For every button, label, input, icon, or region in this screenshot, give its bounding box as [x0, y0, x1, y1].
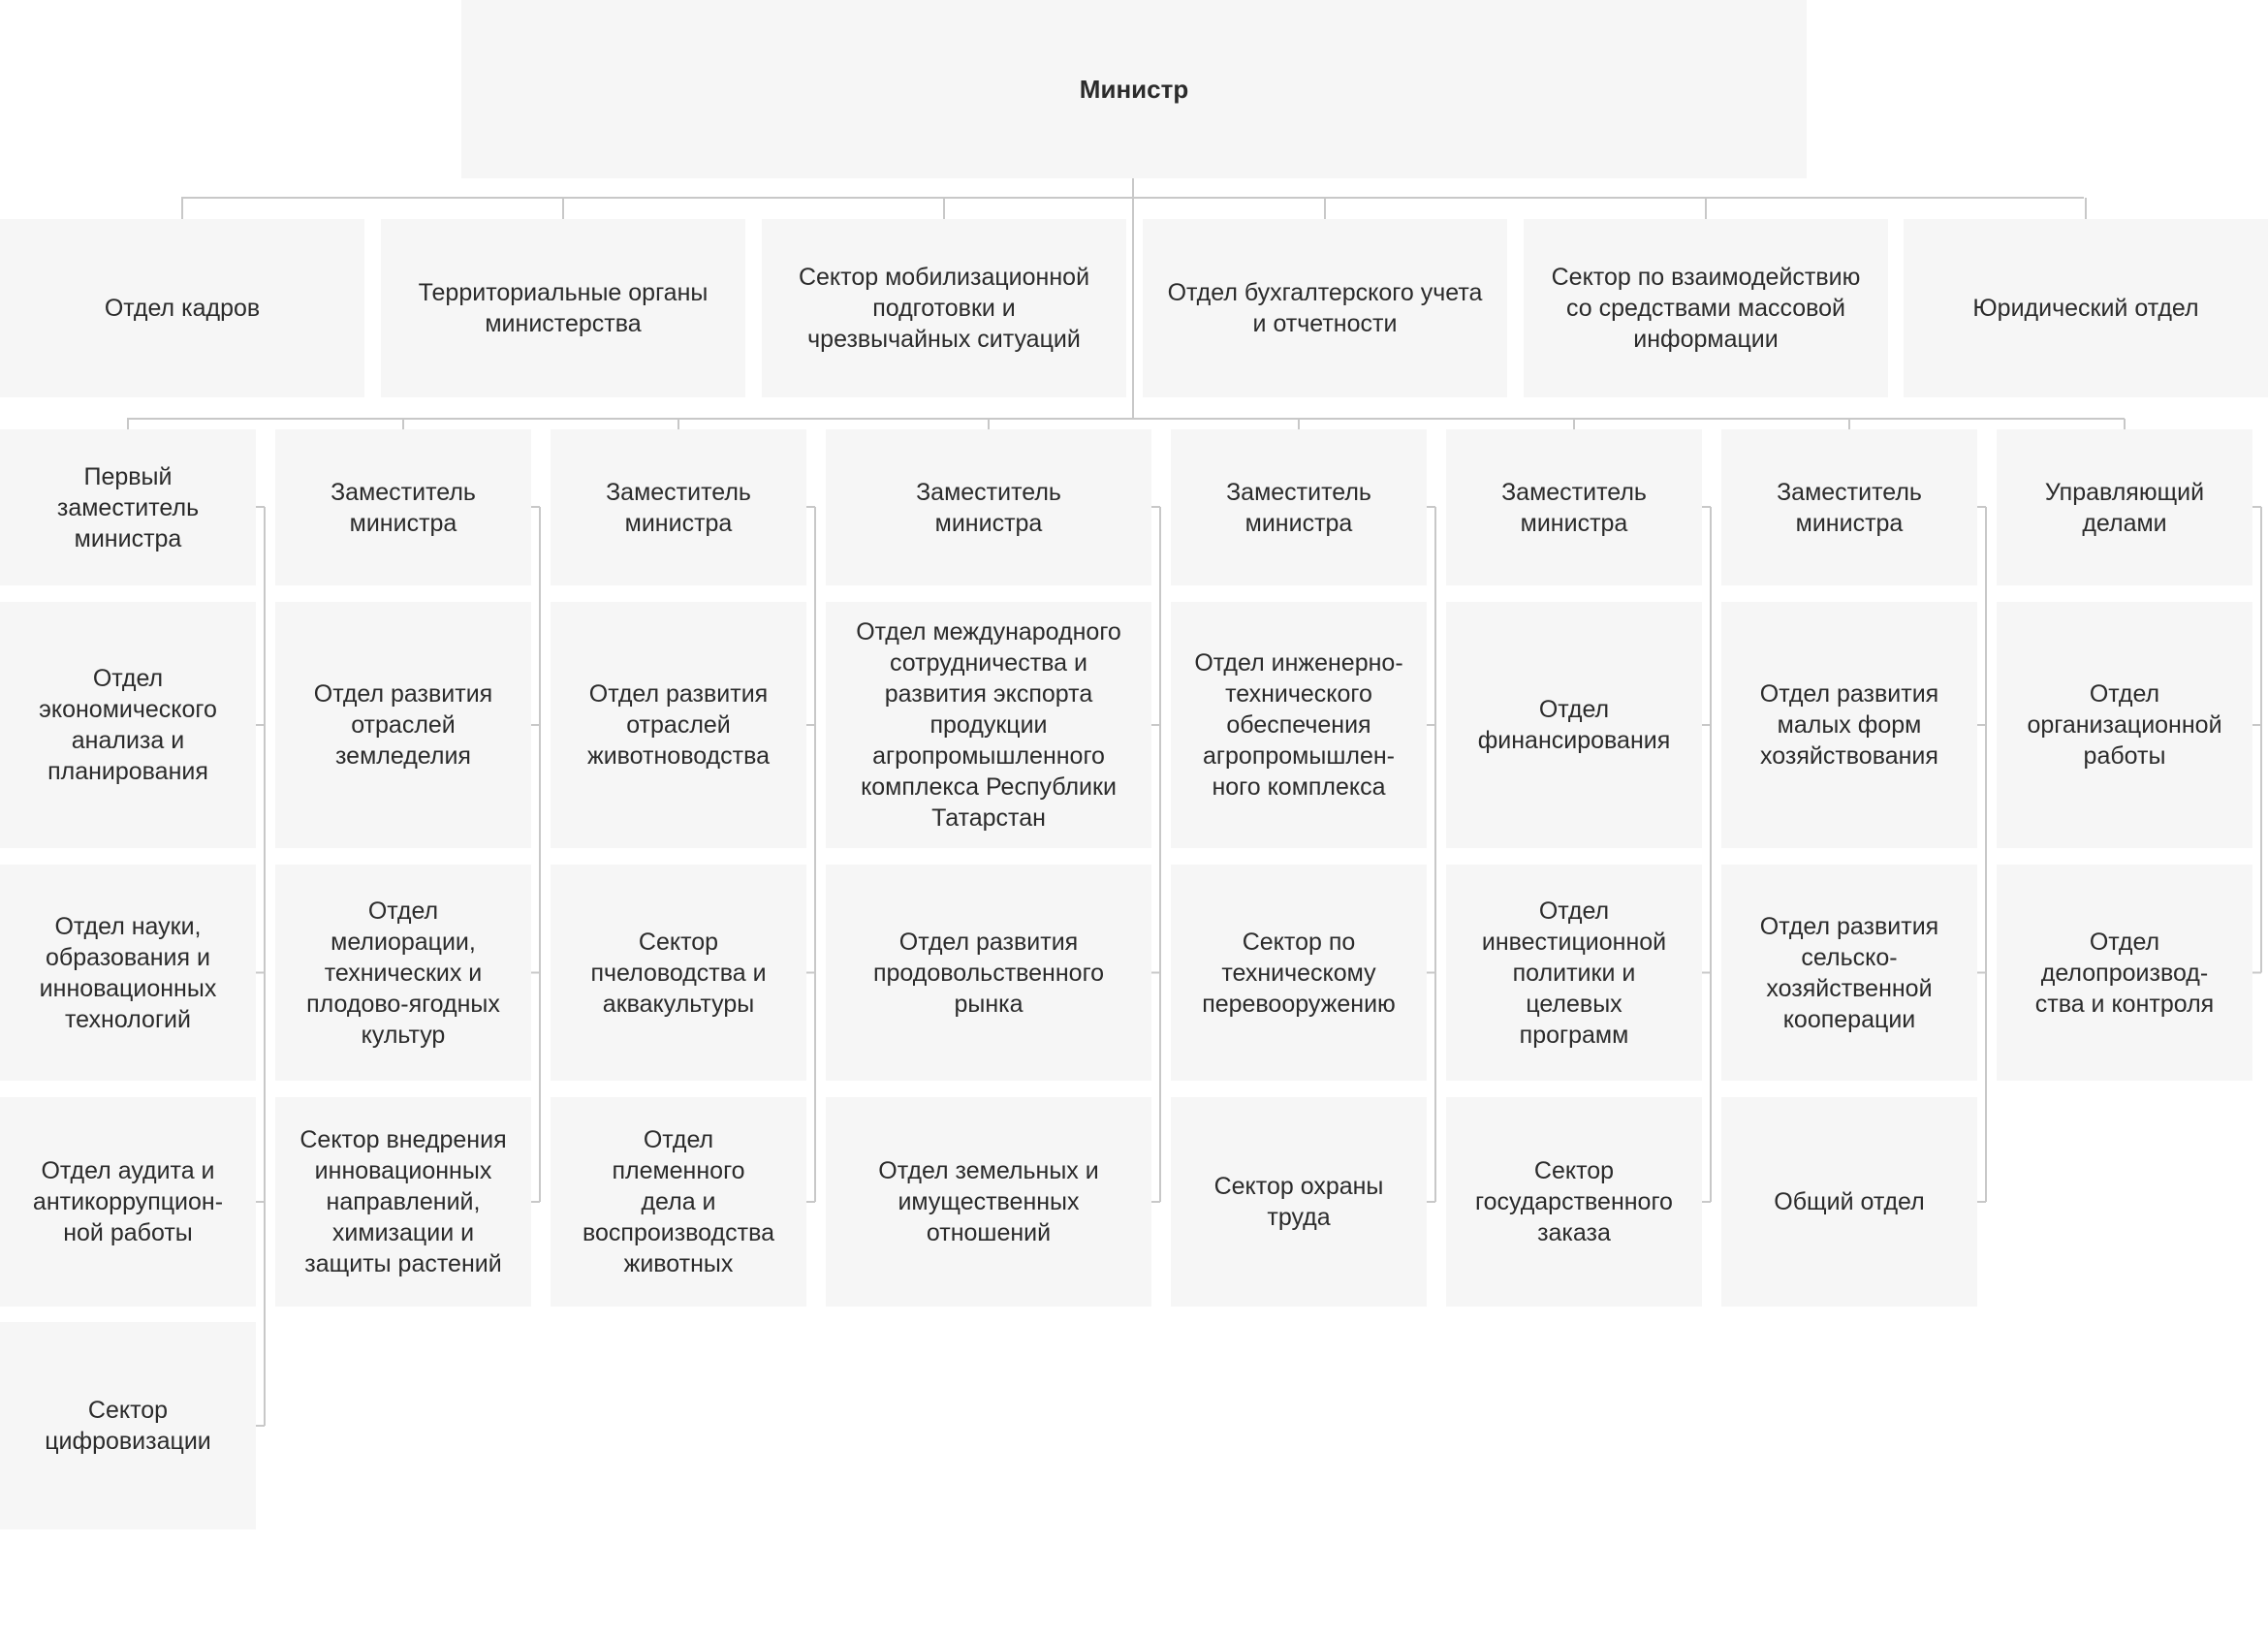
unit-box: Отдел инженерно- технического обеспечения агропромышлен- ного комплекса — [1171, 602, 1427, 848]
unit-box: Отдел племенного дела и воспроизводства животных — [551, 1097, 806, 1307]
department-box: Отдел бухгалтерского учета и отчетности — [1143, 219, 1507, 397]
unit-box: Отдел земельных и имущественных отношений — [826, 1097, 1151, 1307]
deputy-box: Заместитель министра — [1446, 429, 1702, 585]
unit-box: Отдел развития сельско- хозяйственной кооперации — [1721, 865, 1977, 1081]
unit-box: Сектор пчеловодства и аквакультуры — [551, 865, 806, 1081]
unit-box: Отдел международного сотрудничества и развития экспорта продукции агропромышленного комплекса Республики Татарстан — [826, 602, 1151, 848]
unit-box: Отдел делопроизвод- ства и контроля — [1997, 865, 2252, 1081]
unit-box: Сектор по техническому перевооружению — [1171, 865, 1427, 1081]
unit-box: Отдел мелиорации, технических и плодово-ягодных культур — [275, 865, 531, 1081]
unit-box: Отдел развития продовольственного рынка — [826, 865, 1151, 1081]
department-box: Сектор по взаимодействию со средствами массовой информации — [1524, 219, 1888, 397]
deputy-box: Заместитель министра — [1721, 429, 1977, 585]
department-box: Отдел кадров — [0, 219, 364, 397]
department-box: Территориальные органы министерства — [381, 219, 745, 397]
deputy-box: Заместитель министра — [826, 429, 1151, 585]
unit-box: Сектор цифровизации — [0, 1322, 256, 1529]
unit-box: Отдел развития отраслей земледелия — [275, 602, 531, 848]
unit-box: Сектор охраны труда — [1171, 1097, 1427, 1307]
deputy-box: Заместитель министра — [551, 429, 806, 585]
deputy-box: Заместитель министра — [1171, 429, 1427, 585]
unit-box: Отдел инвестиционной политики и целевых программ — [1446, 865, 1702, 1081]
unit-box: Отдел финансирования — [1446, 602, 1702, 848]
root-box: Министр — [461, 0, 1807, 178]
unit-box: Отдел развития малых форм хозяйствования — [1721, 602, 1977, 848]
unit-box: Отдел экономического анализа и планирования — [0, 602, 256, 848]
unit-box: Общий отдел — [1721, 1097, 1977, 1307]
department-box: Сектор мобилизационной подготовки и чрезвычайных ситуаций — [762, 219, 1126, 397]
deputy-box: Управляющий делами — [1997, 429, 2252, 585]
unit-box: Отдел науки, образования и инновационных технологий — [0, 865, 256, 1081]
deputy-box: Первый заместитель министра — [0, 429, 256, 585]
unit-box: Сектор внедрения инновационных направлений, химизации и защиты растений — [275, 1097, 531, 1307]
deputy-box: Заместитель министра — [275, 429, 531, 585]
department-box: Юридический отдел — [1904, 219, 2268, 397]
unit-box: Отдел развития отраслей животноводства — [551, 602, 806, 848]
unit-box: Отдел организационной работы — [1997, 602, 2252, 848]
unit-box: Отдел аудита и антикоррупцион- ной работы — [0, 1097, 256, 1307]
unit-box: Сектор государственного заказа — [1446, 1097, 1702, 1307]
